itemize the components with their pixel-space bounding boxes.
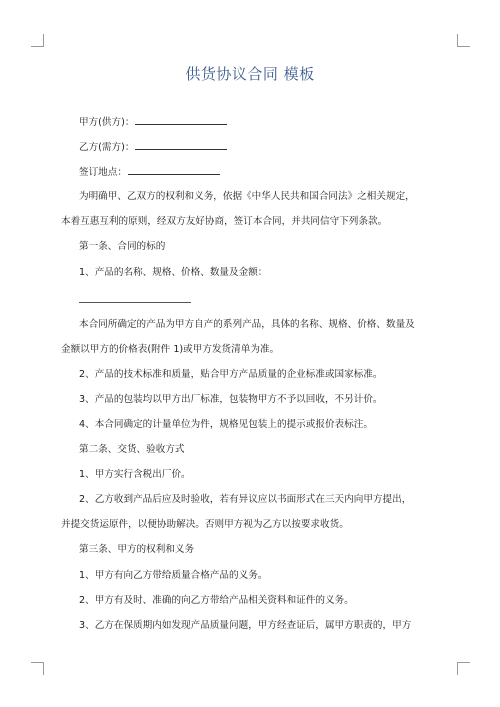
article-1-item-3: 3、产品的包装均以甲方出厂标准，包装物甲方不予以回收，不另计价。 <box>79 394 383 405</box>
article-3-title: 第三条、甲方的权利和义务 <box>79 544 195 555</box>
article-3-item-1: 1、甲方有向乙方带给质量合格产品的义务。 <box>79 570 268 581</box>
article-1-paragraph-line-2: 金额以甲方的价格表(附件 1)或甲方发货清单为准。 <box>61 344 280 355</box>
intro-line-2: 本着互惠互利的原则，经双方友好协商，签订本合同，并共同信守下列条款。 <box>61 216 388 227</box>
crop-mark-top-right <box>457 34 470 47</box>
sign-place-line <box>79 165 439 180</box>
article-2-item-1: 1、甲方实行含税出厂价。 <box>79 469 191 480</box>
article-1-blank-line <box>79 302 191 303</box>
article-3-item-2: 2、甲方有及时、准确的向乙方带给产品相关资料和证件的义务。 <box>79 595 354 606</box>
article-1-item-1: 1、产品的名称、规格、价格、数量及金额： <box>79 267 268 278</box>
party-a-label: 甲方(供方)： <box>79 117 135 128</box>
article-2-item-2-line-1: 2、乙方收到产品后应及时验收，若有异议应以书面形式在三天内向甲方提出， <box>79 494 412 505</box>
article-1-item-2: 2、产品的技术标准和质量，贴合甲方产品质量的企业标准或国家标准。 <box>79 369 383 380</box>
intro-line-1: 为明确甲、乙双方的权利和义务，依据《中华人民共和国合同法》之相关规定， <box>79 191 415 202</box>
party-b-blank <box>135 140 227 150</box>
article-1-title: 第一条、合同的标的 <box>79 241 166 252</box>
sign-place-label: 签订地点： <box>79 167 127 178</box>
sign-place-blank <box>128 165 220 175</box>
crop-mark-bottom-right <box>457 662 470 675</box>
party-b-line <box>79 140 439 155</box>
party-a-blank <box>135 115 227 125</box>
crop-mark-bottom-left <box>31 662 44 675</box>
article-1-paragraph-line-1: 本合同所确定的产品为甲方自产的系列产品，具体的名称、规格、价格、数量及 <box>79 319 415 330</box>
document-title: 供货协议合同 模板 <box>185 65 315 83</box>
article-2-title: 第二条、交货、验收方式 <box>79 444 185 455</box>
article-1-item-4: 4、本合同确定的计量单位为件，规格见包装上的提示或报价表标注。 <box>79 419 373 430</box>
party-b-label: 乙方(需方)： <box>79 142 135 153</box>
article-3-item-3: 3、乙方在保质期内如发现产品质量问题，甲方经查证后，属甲方职责的，甲方 <box>79 620 412 631</box>
crop-mark-top-left <box>31 34 44 47</box>
article-2-item-2-line-2: 并提交货运原件，以便协助解决。否则甲方视为乙方以按要求收货。 <box>61 519 349 530</box>
party-a-line <box>79 115 439 130</box>
